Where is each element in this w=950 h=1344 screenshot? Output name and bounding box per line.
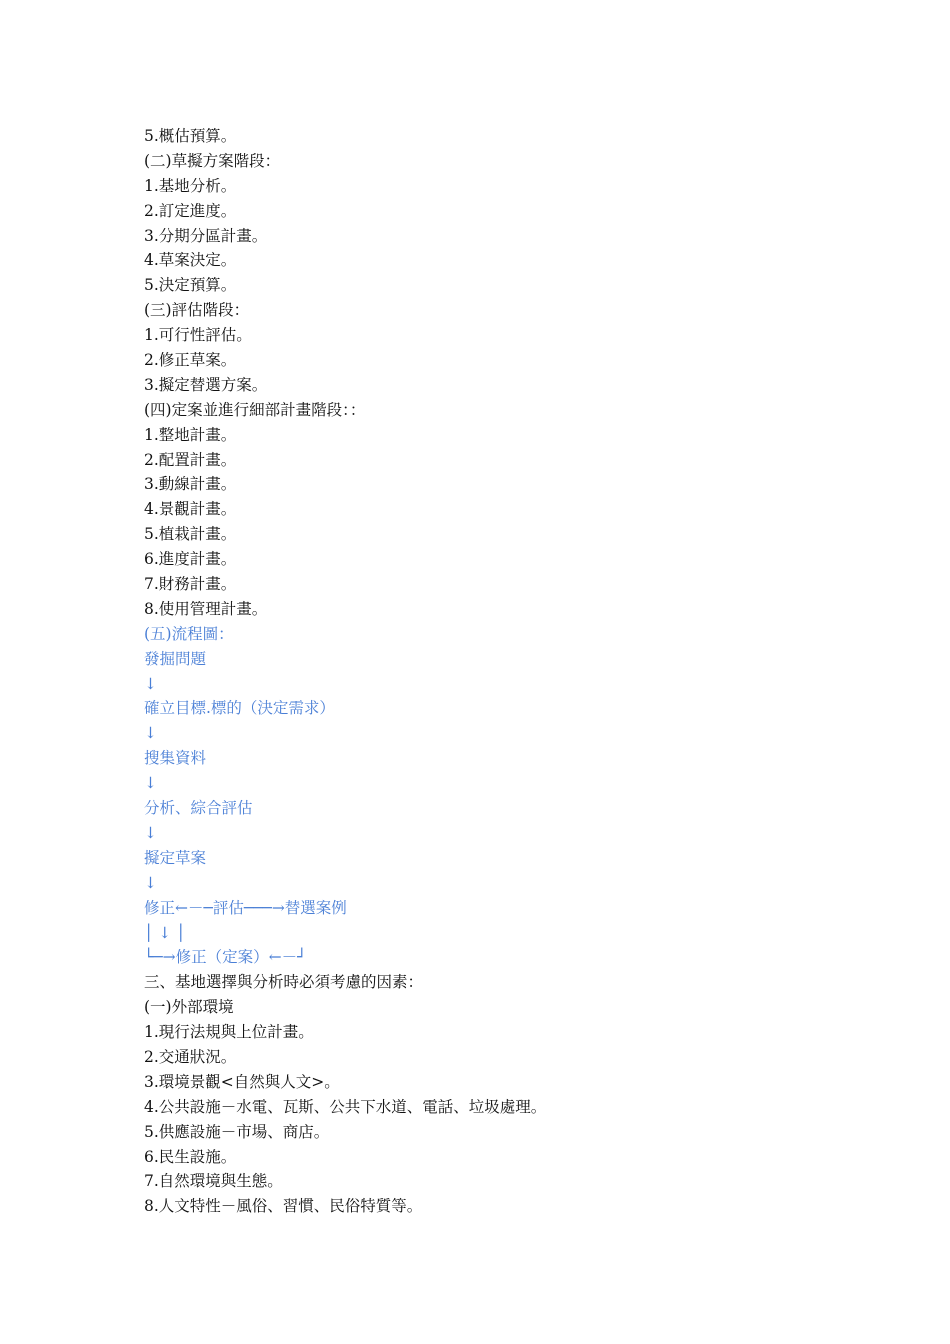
flow-step: 發掘問題 — [144, 649, 207, 668]
flow-arrow: ↓ — [144, 823, 157, 842]
flow-step: 確立目標.標的（決定需求） — [144, 699, 335, 718]
flow-arrow: ↓ — [144, 674, 157, 693]
flow-arrow: ↓ — [144, 774, 157, 793]
text-line: 1.整地計畫。 — [144, 425, 237, 444]
section-heading: (三)評估階段： — [144, 301, 250, 320]
text-line: 1.基地分析。 — [144, 176, 237, 195]
text-line: 8.人文特性－風俗、習慣、民俗特質等。 — [144, 1197, 423, 1216]
text-line: 4.公共設施－水電、瓦斯、公共下水道、電話、垃圾處理。 — [144, 1097, 547, 1116]
text-line: 7.財務計畫。 — [144, 575, 237, 594]
text-line: 1.現行法規與上位計畫。 — [144, 1023, 314, 1042]
flow-step: 修正←－─評估───→替選案例 — [144, 898, 347, 917]
section-lines-before — [144, 124, 844, 622]
flow-connector: │ ↓ │ — [144, 923, 186, 942]
section-heading: 三、基地選擇與分析時必須考慮的因素： — [144, 973, 424, 992]
flow-step: 擬定草案 — [144, 848, 207, 867]
text-line: 4.景觀計畫。 — [144, 500, 237, 519]
section-heading: (一)外部環境 — [144, 998, 234, 1017]
text-line: 5.概估預算。 — [144, 127, 237, 145]
text-line: 5.植栽計畫。 — [144, 525, 237, 544]
flowchart — [144, 622, 844, 970]
text-line: 6.民生設施。 — [144, 1147, 237, 1166]
section-lines-after — [144, 970, 844, 1219]
section-heading: (四)定案並進行細部計畫階段：： — [144, 400, 366, 419]
text-line: 8.使用管理計畫。 — [144, 599, 268, 618]
text-line: 2.配置計畫。 — [144, 450, 237, 469]
text-line: 6.進度計畫。 — [144, 550, 237, 569]
text-line: 2.修正草案。 — [144, 351, 237, 370]
text-line: 3.動線計畫。 — [144, 475, 237, 494]
section-heading: (二)草擬方案階段： — [144, 151, 281, 170]
text-line: 3.分期分區計畫。 — [144, 226, 268, 245]
text-line: 1.可行性評估。 — [144, 326, 252, 345]
flowchart-heading: (五)流程圖： — [144, 624, 234, 643]
flow-step: └─→修正（定案）←－┘ — [144, 948, 307, 967]
text-line: 5.決定預算。 — [144, 276, 237, 295]
flow-arrow: ↓ — [144, 724, 157, 743]
flow-step: 搜集資料 — [144, 749, 207, 768]
flow-arrow: ↓ — [144, 873, 157, 892]
text-line: 4.草案決定。 — [144, 251, 237, 270]
flow-step: 分析、綜合評估 — [144, 799, 253, 818]
text-line: 3.環境景觀<自然與人文>。 — [144, 1072, 340, 1091]
text-line: 2.訂定進度。 — [144, 201, 237, 220]
text-line: 5.供應設施－市場、商店。 — [144, 1122, 330, 1141]
document-body — [144, 124, 844, 1219]
text-line: 3.擬定替選方案。 — [144, 375, 268, 394]
text-line: 7.自然環境與生態。 — [144, 1172, 283, 1191]
text-line: 2.交通狀況。 — [144, 1047, 237, 1066]
